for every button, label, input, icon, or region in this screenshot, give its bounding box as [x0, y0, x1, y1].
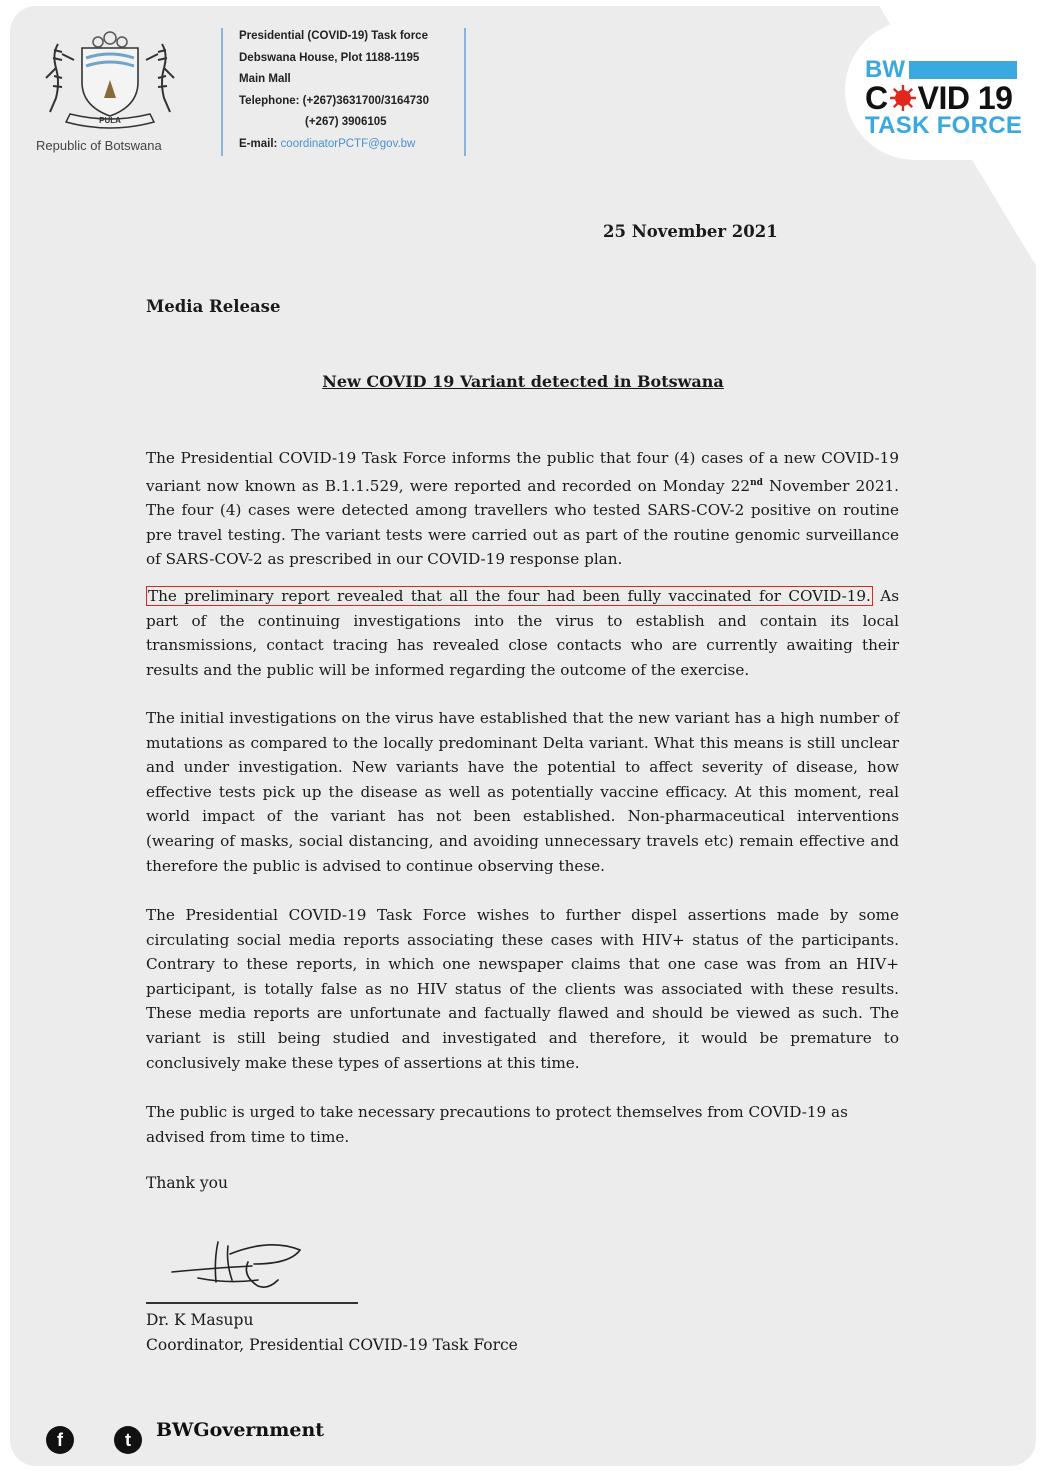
coat-motto: PULA [99, 116, 121, 125]
social-handle: BWGovernment [156, 1419, 325, 1441]
highlighted-sentence: The preliminary report revealed that all the four had been fully vaccinated for COVID-19. [148, 587, 871, 605]
logo-bw: BW [865, 56, 905, 83]
p2-text: As part of the continuing investigations into the virus to establish and contain its local transmissions, contact tracing has revealed close contacts who are currently awaiting their results and the public will be informed regarding the outcome of the exercise. [146, 587, 899, 679]
release-label: Media Release [146, 297, 281, 316]
signer-block [146, 1308, 518, 1357]
p1-text-cont: November 2021. The four (4) cases were detected among travellers who tested SARS-COV-2 positive on routine pre travel testing. The variant tests were carried out as part of the routine genomic surveillance of SARS-COV-2 as prescribed in our COVID-19 response plan. [146, 476, 900, 569]
signature-line [146, 1302, 358, 1304]
address-line: (+267) 3906105 [305, 116, 387, 129]
p1-text: The Presidential COVID-19 Task Force informs the public that four (4) cases of a new COVID-19 variant now known as B.1.1.529, were reported and recorded on Monday 22 [146, 449, 899, 495]
paragraph-2 [146, 584, 899, 682]
address-line: Telephone: (+267)3631700/3164730 [239, 94, 429, 107]
email-row [239, 134, 429, 156]
facebook-icon[interactable]: f [46, 1426, 74, 1454]
address-block [239, 26, 429, 156]
letter-page [10, 6, 1036, 1466]
p1-superscript: nd [750, 477, 763, 488]
address-line: Main Mall [239, 73, 291, 86]
signer-title: Coordinator, Presidential COVID-19 Task Force [146, 1335, 518, 1354]
logo-vid19: VID 19 [917, 80, 1013, 116]
signature-image [168, 1232, 308, 1298]
paragraph-4: The Presidential COVID-19 Task Force wishes to further dispel assertions made by some circulating social media reports associating these cases with HIV+ status of the participants. Contrary to these reports, in which one newspaper claims that one case was from an HIV+ participant, is totally false as no HIV status of the clients was associated with these results. These media reports are unfortunate and factually flawed and should be viewed as such. The variant is still being studied and investigated and therefore, it would be premature to conclusively make these types of assertions at this time. [146, 906, 899, 1072]
divider [464, 28, 466, 156]
email-label: E-mail: [239, 137, 278, 150]
virus-icon [889, 84, 917, 112]
paragraph-5: The public is urged to take necessary precautions to protect themselves from COVID-19 as advised from time to time. [146, 1103, 848, 1146]
email-link[interactable]: coordinatorPCTF@gov.bw [280, 137, 416, 150]
letter-date: 25 November 2021 [603, 222, 778, 241]
signer-name: Dr. K Masupu [146, 1311, 254, 1329]
address-line: Debswana House, Plot 1188-1195 [239, 51, 420, 64]
coat-of-arms-icon [40, 24, 180, 134]
covid-task-force-logo [865, 58, 1022, 138]
closing: Thank you [146, 1174, 228, 1192]
logo-c: C [865, 80, 888, 116]
twitter-icon[interactable]: t [114, 1426, 142, 1454]
logo-task-force: TASK FORCE [865, 112, 1023, 139]
address-line: Presidential (COVID-19) Task force [239, 30, 428, 42]
republic-label: Republic of Botswana [36, 138, 162, 153]
paragraph-1 [146, 446, 899, 572]
letter-title: New COVID 19 Variant detected in Botswana [322, 372, 724, 391]
logo-bar [909, 61, 1017, 79]
paragraph-3: The initial investigations on the virus have established that the new variant has a high number of mutations as compared to the locally predominant Delta variant. What this means is still unclear and under investigation. New variants have the potential to affect severity of disease, how effective tests pick up the disease as well as potentially vaccine efficacy. At this moment, real world impact of the variant has not been established. Non-pharmaceutical interventions (wearing of masks, social distancing, and avoiding unnecessary travels etc) remain effective and therefore the public is advised to continue observing these. [146, 709, 899, 875]
divider [221, 28, 223, 156]
